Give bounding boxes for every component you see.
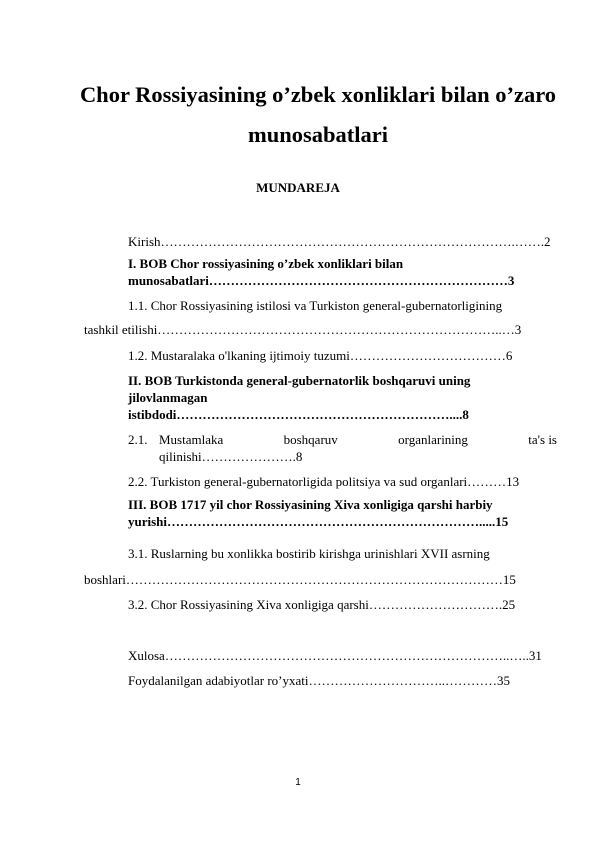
document-title xyxy=(60,77,576,153)
title-line-1: Chor Rossiyasining o’zbek xonliklari bilan o’zaro xyxy=(79,82,557,107)
toc-section-3-1-line-2: boshlari……………………………………………………………………………15 xyxy=(84,572,516,587)
toc-entry-xulosa: Xulosa……………………………………………………………………..…..31 xyxy=(128,648,542,663)
toc-word: boshqaruv xyxy=(283,432,338,447)
toc-word: organlarining xyxy=(398,432,468,447)
toc-entry-kirish: Kirish……………………………………………………………………….…….2 xyxy=(128,234,551,249)
toc-section-1-2: 1.2. Mustaralaka o'lkaning ijtimoiy tuzumi………………………………6 xyxy=(128,348,513,363)
toc-chapter-3-line-2: yurishi……………………………………………………………….....15 xyxy=(128,514,509,529)
toc-chapter-2-line-1: II. BOB Turkistonda general-gubernatorlik boshqaruvi uning xyxy=(128,373,471,388)
toc-section-3-2: 3.2. Chor Rossiyasining Xiva xonligiga qarshi………………………….25 xyxy=(128,597,516,612)
toc-section-2-2: 2.2. Turkiston general-gubernatorligida politsiya va sud organlari………13 xyxy=(128,474,520,489)
toc-section-1-1-line-2: tashkil etilishi……………………………………………………………………..…3 xyxy=(84,322,522,337)
toc-chapter-1-line-1: I. BOB Chor rossiyasining o’zbek xonliklari bilan xyxy=(128,256,404,271)
toc-word: ta's is xyxy=(528,432,557,447)
title-line-2: munosabatlari xyxy=(247,122,389,147)
page-number: 1 xyxy=(295,777,301,788)
toc-word: Mustamlaka xyxy=(159,432,224,447)
toc-section-1-1-line-1: 1.1. Chor Rossiyasining istilosi va Turkiston general-gubernatorligining xyxy=(128,298,503,313)
toc-section-2-1-line-2: qilinishi………………….8 xyxy=(159,449,303,464)
toc-section-2-1-number: 2.1. xyxy=(128,432,148,447)
contents-heading: MUNDAREJA xyxy=(256,180,340,195)
toc-chapter-2-line-2: jilovlanmagan xyxy=(128,390,208,405)
toc-section-3-1-line-1: 3.1. Ruslarning bu xonlikka bostirib kirishga urinishlari XVII asrning xyxy=(128,546,490,561)
toc-entry-adabiyot: Foydalanilgan adabiyotlar ro’yxati…………………………..…………35 xyxy=(128,673,511,688)
toc-chapter-1-line-2: munosabatlari……………………………………………………………3 xyxy=(128,273,515,288)
toc-chapter-2-line-3: istibdodi………………………………………………………....8 xyxy=(128,407,469,422)
toc-chapter-3-line-1: III. BOB 1717 yil chor Rossiyasining Xiva xonligiga qarshi harbiy xyxy=(128,497,493,512)
toc-section-2-1-line-1 xyxy=(159,432,557,448)
